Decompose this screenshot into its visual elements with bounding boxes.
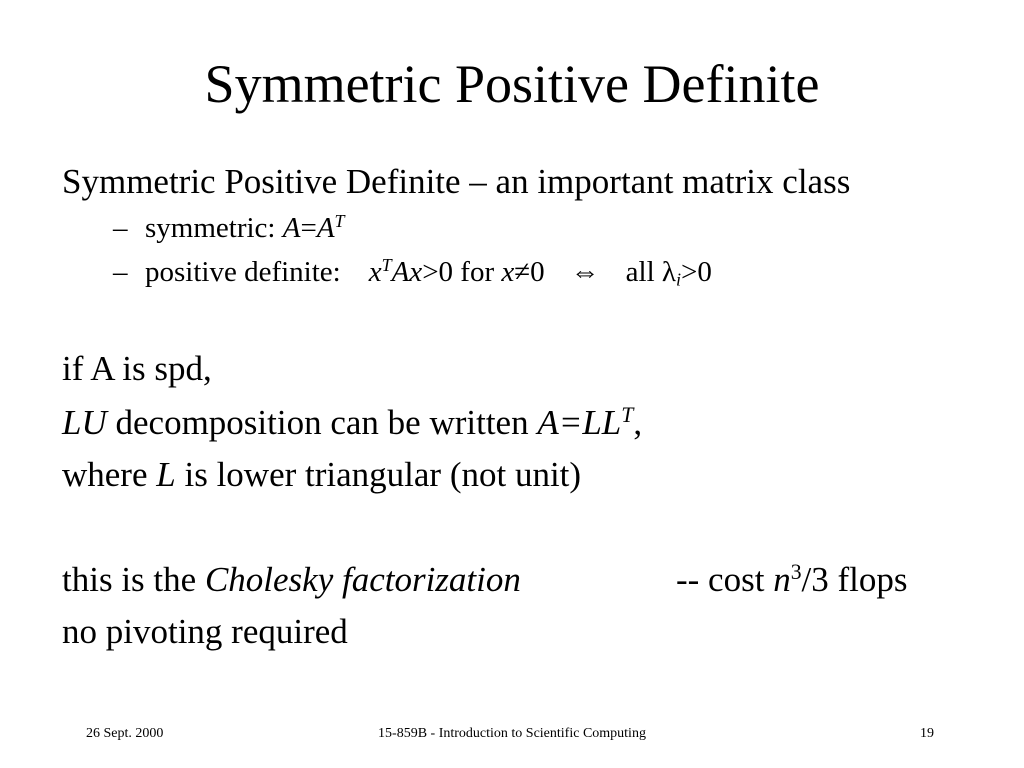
symmetric-rhs: A — [316, 212, 335, 244]
cost-n: n — [773, 560, 791, 599]
lu-expression: A=LL — [537, 403, 622, 442]
symmetric-lhs: A — [282, 212, 301, 244]
no-pivoting-line: no pivoting required — [62, 612, 348, 651]
bullet-symmetric — [113, 211, 345, 244]
symmetric-eq: = — [300, 212, 317, 244]
intro-line: Symmetric Positive Definite – an important matrix class — [62, 162, 851, 201]
lambda-index: i — [675, 269, 681, 290]
footer-course: 15-859B - Introduction to Scientific Computing — [378, 726, 646, 741]
l-symbol: L — [156, 455, 176, 494]
bullet-dash: – — [113, 212, 128, 244]
slide-title: Symmetric Positive Definite — [204, 54, 820, 114]
lu-comma: , — [633, 403, 643, 442]
posdef-x2: x — [501, 256, 515, 288]
bullet-dash: – — [113, 256, 128, 288]
cost-exponent: 3 — [790, 560, 802, 585]
posdef-ax: Ax — [391, 256, 423, 288]
lu-transpose: T — [621, 403, 634, 428]
symmetric-transpose: T — [334, 211, 345, 232]
posdef-nonzero: ≠0 — [514, 256, 545, 288]
where-text: where — [62, 455, 157, 494]
cholesky-name: Cholesky factorization — [204, 560, 521, 599]
eigen-positive: >0 — [680, 256, 712, 288]
lambda-symbol: λ — [661, 256, 676, 288]
footer-date: 26 Sept. 2000 — [86, 726, 164, 741]
iff-symbol: ⇔ — [570, 256, 600, 288]
cholesky-line — [62, 562, 521, 597]
footer-page-number: 19 — [920, 726, 934, 741]
spd-condition-line: if A is spd, — [62, 349, 212, 388]
posdef-all: all — [625, 256, 662, 288]
cholesky-pre: this is the — [62, 560, 205, 599]
lu-text: decomposition can be written — [106, 403, 538, 442]
posdef-condition: >0 for — [422, 256, 502, 288]
lower-triangular-line — [62, 457, 581, 492]
lu-decomposition-line — [62, 405, 642, 440]
cost-pre: -- cost — [676, 560, 774, 599]
cost-post: /3 flops — [801, 560, 908, 599]
symmetric-label: symmetric: — [145, 212, 283, 244]
bullet-positive-definite — [113, 255, 712, 290]
cost-note — [676, 562, 908, 597]
posdef-transpose: T — [381, 255, 392, 276]
posdef-label: positive definite: — [145, 256, 341, 288]
posdef-x: x — [368, 256, 382, 288]
lower-triangular-text: is lower triangular (not unit) — [175, 455, 582, 494]
lu-term: LU — [62, 403, 107, 442]
